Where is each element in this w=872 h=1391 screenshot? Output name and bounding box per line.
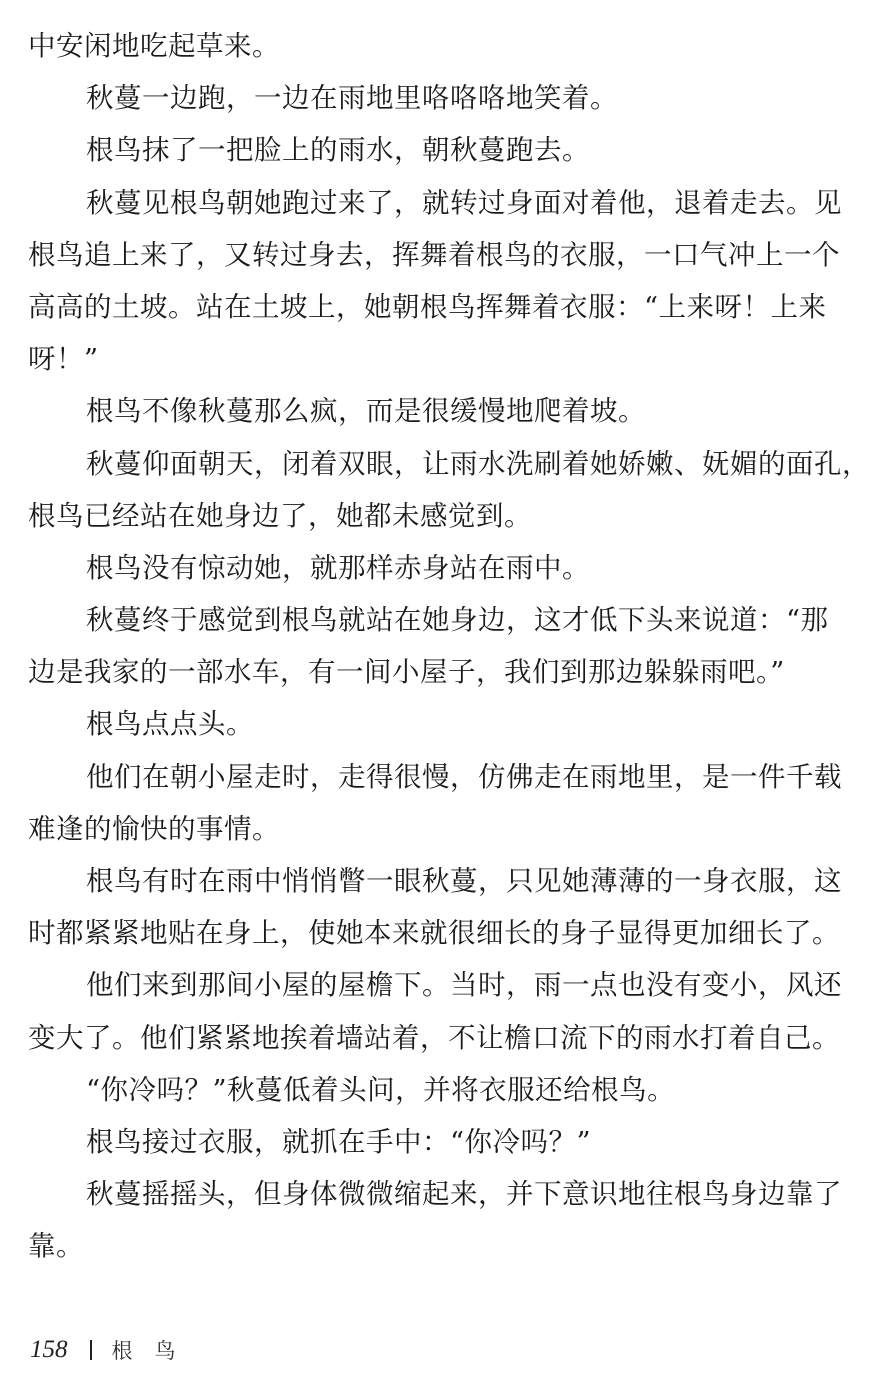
text-line-16: 难逢的愉快的事情。: [28, 812, 280, 845]
text-line-21: “你冷吗？”秋蔓低着头问，并将衣服还给根鸟。: [86, 1073, 676, 1106]
page-body: [28, 20, 870, 1273]
book-title: 根鸟: [111, 1339, 198, 1363]
page-footer: [30, 1330, 198, 1370]
page-number: 158: [30, 1336, 68, 1363]
text-line-13: 边是我家的一部水车，有一间小屋子，我们到那边躲躲雨吧。”: [28, 656, 785, 689]
text-line-18: 时都紧紧地贴在身上，使她本来就很细长的身子显得更加细长了。: [28, 917, 840, 950]
text-line-23: 秋蔓摇摇头，但身体微微缩起来，并下意识地往根鸟身边靠了: [86, 1178, 842, 1211]
text-line-2: 秋蔓一边跑，一边在雨地里咯咯咯地笑着。: [86, 82, 618, 115]
text-line-6: 高高的土坡。站在土坡上，她朝根鸟挥舞着衣服：“上来呀！上来: [28, 290, 827, 323]
text-line-4: 秋蔓见根鸟朝她跑过来了，就转过身面对着他，退着走去。见: [86, 186, 842, 219]
text-line-15: 他们在朝小屋走时，走得很慢，仿佛走在雨地里，是一件千载: [86, 760, 842, 793]
text-line-7: 呀！”: [28, 343, 99, 376]
text-line-9: 秋蔓仰面朝天，闭着双眼，让雨水洗刷着她娇嫩、妩媚的面孔，: [86, 447, 870, 480]
text-line-8: 根鸟不像秋蔓那么疯，而是很缓慢地爬着坡。: [86, 395, 646, 428]
text-line-17: 根鸟有时在雨中悄悄瞥一眼秋蔓，只见她薄薄的一身衣服，这: [86, 865, 842, 897]
footer-divider: [90, 1340, 92, 1360]
text-line-12: 秋蔓终于感觉到根鸟就站在她身边，这才低下头来说道：“那: [86, 604, 829, 637]
text-line-5: 根鸟追上来了，又转过身去，挥舞着根鸟的衣服，一口气冲上一个: [28, 238, 840, 271]
text-line-19: 他们来到那间小屋的屋檐下。当时，雨一点也没有变小，风还: [86, 969, 842, 1002]
text-line-14: 根鸟点点头。: [86, 708, 254, 741]
text-line-1: 中安闲地吃起草来。: [28, 30, 280, 62]
text-line-11: 根鸟没有惊动她，就那样赤身站在雨中。: [86, 551, 590, 584]
text-line-22: 根鸟接过衣服，就抓在手中：“你冷吗？”: [86, 1125, 592, 1158]
text-line-20: 变大了。他们紧紧地挨着墙站着，不让檐口流下的雨水打着自己。: [28, 1021, 840, 1054]
text-line-10: 根鸟已经站在她身边了，她都未感觉到。: [28, 499, 532, 532]
text-line-24: 靠。: [28, 1230, 84, 1263]
text-line-3: 根鸟抹了一把脸上的雨水，朝秋蔓跑去。: [86, 134, 590, 167]
